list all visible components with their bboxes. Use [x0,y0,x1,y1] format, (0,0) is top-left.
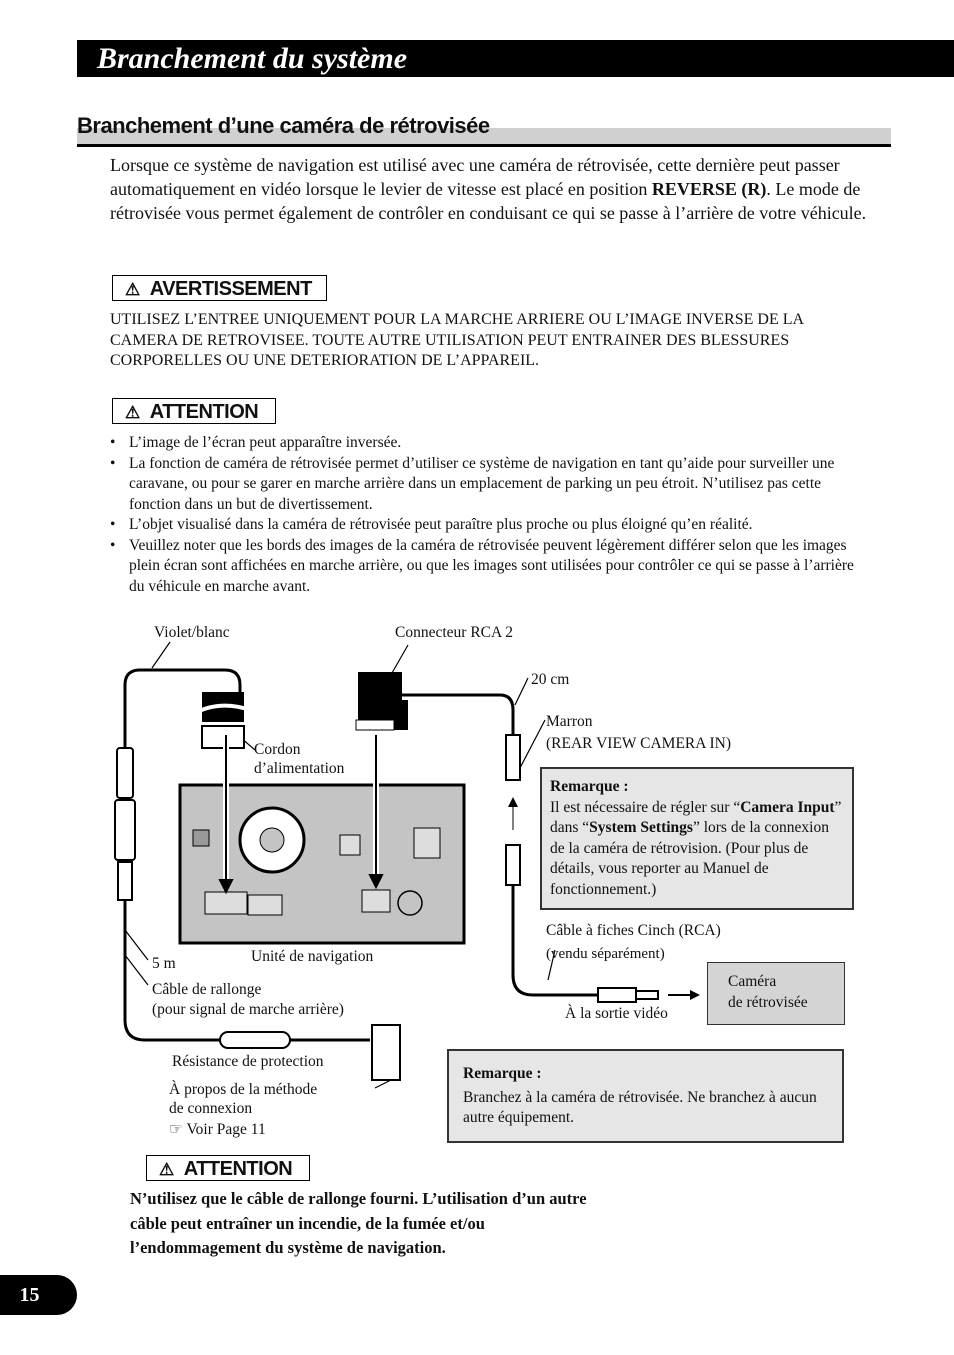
warning-icon: ⚠ [125,280,140,299]
page-number: 15 [0,1275,77,1315]
section-heading [77,110,891,147]
label-extension-cable: Câble de rallonge [152,981,262,998]
label-rear-view-in: (REAR VIEW CAMERA IN) [546,735,731,752]
warning-icon: ⚠ [159,1160,174,1179]
list-item: • L’image de l’écran peut apparaître inversée. [110,433,870,454]
label-extension-purpose: (pour signal de marche arrière) [152,1001,344,1018]
label-video-output: À la sortie vidéo [565,1005,668,1022]
label-method-2: de connexion [169,1100,253,1117]
label-rca-connector: Connecteur RCA 2 [395,624,513,641]
caution-text: N’utilisez que le câble de rallonge fourni. L’utilisation d’un autre câble peut entraîner un incendie, de la fumée et/ou l’endommagement du système de navigation. [130,1189,587,1257]
warning-badge: ⚠ AVERTISSEMENT [112,275,327,301]
label-marron: Marron [546,713,593,730]
caution-badge: ⚠ ATTENTION [112,398,276,424]
protection-resistor [220,1032,290,1048]
navigation-unit [180,785,464,943]
label-5m: 5 m [152,955,176,972]
label-method: À propos de la méthode [169,1081,318,1098]
label-violet-blanc: Violet/blanc [154,624,230,641]
list-item: • La fonction de caméra de rétrovisée permet d’utiliser ce système de navigation en tant qu’aide pour surveiller une caravane, ou pour se garer en marche arrière dans un emplacement de parking un peu étroit. N’utilisez pas cette fonction dans un but de divertissement. [110,454,870,516]
warning-icon: ⚠ [125,403,140,422]
caution-list [110,433,870,597]
caution-badge-2: ⚠ ATTENTION [146,1155,310,1181]
label-cinch-cable: Câble à fiches Cinch (RCA) [546,922,721,939]
chapter-header: Branchement du système [77,40,954,77]
note-camera-only: Remarque : Branchez à la caméra de rétrovisée. Ne branchez à aucun autre équipement. [447,1049,844,1143]
intro-paragraph: Lorsque ce système de navigation est utilisé avec une caméra de rétrovisée, cette dernière peut passer automatiquement en vidéo lorsque le levier de vitesse est placé en position REVERSE (R). Le mode de rétrovisée vous permet également de contrôler en conduisant ce qui se passe à l’arrière de votre véhicule. [110,155,867,223]
label-resistor: Résistance de protection [172,1053,324,1070]
section-title: Branchement d’une caméra de rétrovisée [77,113,490,138]
label-navigation-unit: Unité de navigation [251,948,374,965]
label-20cm: 20 cm [531,671,570,688]
warning-text: UTILISEZ L’ENTREE UNIQUEMENT POUR LA MARCHE ARRIERE OU L’IMAGE INVERSE DE LA CAMERA DE RETROVISEE. TOUTE AUTRE UTILISATION PEUT ENTRAINER DES BLESSURES CORPORELLES OU UNE DETERIORATION DE L’APPAREIL. [110,311,804,369]
label-sold-separately: (vendu séparément) [546,946,665,962]
list-item: • L’objet visualisé dans la caméra de rétrovisée peut paraître plus proche ou plus éloigné qu’en réalité. [110,515,870,536]
list-item: • Veuillez noter que les bords des images de la caméra de rétrovisée peuvent légèrement différer selon que les images plein écran sont affichées en marche arrière, ou que les images sont utilisées pour contrôler ce qui se passe à l’arrière du véhicule en marche avant. [110,536,870,598]
connector-clip [372,1025,400,1080]
note-camera-input: Remarque : Il est nécessaire de régler sur “Camera Input” dans “System Settings” lors de la connexion de la caméra de rétrovision. (Pour plus de détails, vous reporter au Manuel de fonctionnement.) [540,767,854,910]
label-cordon: Cordon [254,741,301,758]
see-page-link[interactable]: ☞ Voir Page 11 [169,1121,266,1138]
camera-box: Caméra de rétrovisée [707,962,845,1025]
label-alimentation: d’alimentation [254,760,345,777]
